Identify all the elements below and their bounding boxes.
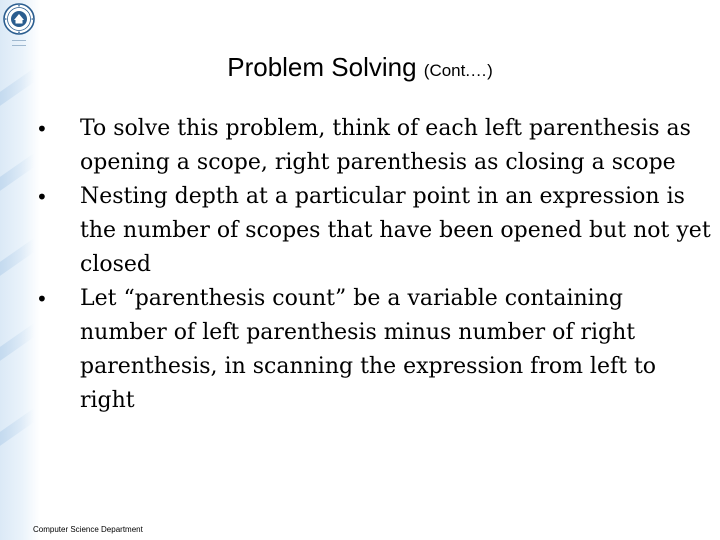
bullet-text: Nesting depth at a particular point in an expression is the number of scopes that have been opened but not yet closed xyxy=(80,184,711,277)
bullet-list xyxy=(36,112,711,418)
bullet-item xyxy=(36,282,711,418)
slide-title-main: Problem Solving xyxy=(227,52,417,82)
bullet-item xyxy=(36,180,711,282)
logo-underline xyxy=(12,40,26,46)
bullet-text: Let “parenthesis count” be a variable containing number of left parenthesis minus number of right parenthesis, in scanning the expression from left to right xyxy=(80,286,657,413)
decorative-streak xyxy=(0,323,34,361)
bullet-text: To solve this problem, think of each left parenthesis as opening a scope, right parenthesis as closing a scope xyxy=(80,116,691,175)
decorative-streak xyxy=(0,153,34,191)
bullet-dot-icon: • xyxy=(36,117,48,141)
bullet-item xyxy=(36,112,711,180)
bullet-dot-icon: • xyxy=(36,185,48,209)
slide-title xyxy=(0,52,720,83)
decorative-streak xyxy=(0,408,34,446)
decorative-streak xyxy=(0,238,34,276)
bullet-dot-icon: • xyxy=(36,287,48,311)
footer-department: Computer Science Department xyxy=(33,525,143,534)
university-logo-icon xyxy=(3,3,35,35)
slide-title-suffix: (Cont.…) xyxy=(423,61,493,80)
